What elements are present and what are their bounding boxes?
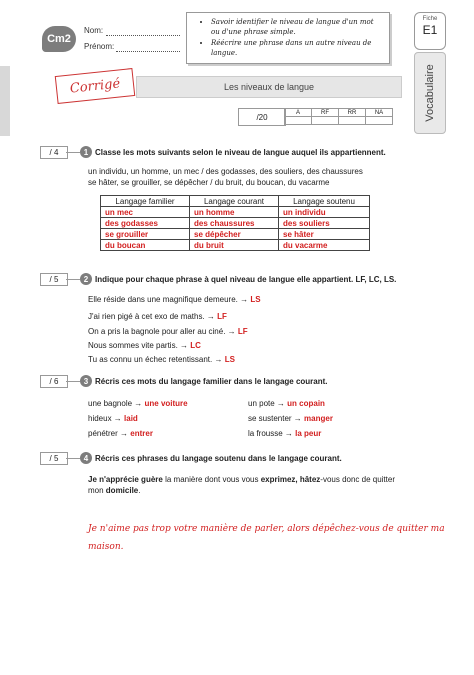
ex3-item bbox=[248, 428, 321, 439]
table-cell: se hâter bbox=[279, 229, 370, 240]
level-badge: Cm2 bbox=[42, 26, 76, 52]
ex4-number: 4 bbox=[80, 452, 92, 464]
eval-cell[interactable] bbox=[366, 117, 393, 125]
eval-header: RF bbox=[312, 109, 339, 117]
goal-item: • Réécrire une phrase dans un autre niveau de langue. bbox=[211, 38, 383, 58]
left-edge-tab bbox=[0, 66, 10, 136]
eval-cell[interactable] bbox=[285, 117, 312, 125]
ex4-handwritten-answer bbox=[88, 520, 448, 556]
goals-box bbox=[186, 12, 390, 64]
table-cell: du vacarme bbox=[279, 240, 370, 251]
ex3-word: se sustenter → bbox=[248, 414, 302, 423]
col-header-familier: Langage familier bbox=[101, 196, 190, 207]
ex4-part: exprimez, hâtez bbox=[260, 475, 321, 484]
name-field[interactable] bbox=[106, 26, 180, 36]
goal-item: • Savoir identifier le niveau de langue d'un mot ou d'une phrase simple. bbox=[211, 17, 383, 37]
ex2-answer: LS bbox=[250, 295, 261, 304]
col-header-courant: Langage courant bbox=[190, 196, 279, 207]
ex3-points: / 6 bbox=[40, 375, 68, 388]
ex2-item bbox=[88, 294, 261, 305]
ex3-answer: entrer bbox=[130, 429, 153, 438]
page-title: Les niveaux de langue bbox=[136, 76, 402, 98]
ex1-number: 1 bbox=[80, 146, 92, 158]
ex3-item bbox=[248, 398, 325, 409]
ex3-answer: laid bbox=[124, 414, 138, 423]
ex4-part: mon bbox=[88, 486, 104, 495]
ex3-instruction: Récris ces mots du langage familier dans le langage courant. bbox=[95, 377, 328, 386]
eval-header: RR bbox=[339, 109, 366, 117]
eval-header: NA bbox=[366, 109, 393, 117]
ex2-instruction: Indique pour chaque phrase à quel niveau de langue elle appartient. LF, LC, LS. bbox=[95, 275, 397, 284]
ex3-connector bbox=[66, 381, 80, 382]
ex4-part: . bbox=[138, 486, 141, 495]
ex2-item bbox=[88, 354, 235, 365]
table-row bbox=[101, 218, 370, 229]
table-cell: un individu bbox=[279, 207, 370, 218]
ex4-part: Je bbox=[88, 475, 97, 484]
col-header-soutenu: Langage soutenu bbox=[279, 196, 370, 207]
ex4-part: domicile bbox=[105, 486, 139, 495]
answer-line: Je n'aime pas trop votre manière de parler, alors dépêchez-vous de quitter ma bbox=[88, 524, 445, 534]
table-cell: un homme bbox=[190, 207, 279, 218]
ex3-item bbox=[88, 398, 188, 409]
ex2-answer: LF bbox=[217, 312, 227, 321]
ex2-sentence: Nous sommes vite partis. → bbox=[88, 341, 189, 350]
ex3-answer: un copain bbox=[287, 399, 325, 408]
ex3-word: la frousse → bbox=[248, 429, 293, 438]
ex3-word: un pote → bbox=[248, 399, 285, 408]
ex1-instruction: Classe les mots suivants selon le niveau de langue auquel ils appartiennent. bbox=[95, 148, 386, 157]
table-cell: du bruit bbox=[190, 240, 279, 251]
table-cell: se grouiller bbox=[101, 229, 190, 240]
table-row bbox=[101, 240, 370, 251]
subject-label: Vocabulaire bbox=[424, 64, 436, 122]
ex3-answer: manger bbox=[304, 414, 333, 423]
eval-cell[interactable] bbox=[339, 117, 366, 125]
ex3-answer: la peur bbox=[295, 429, 322, 438]
ex4-part: -vous donc de quitter bbox=[320, 475, 395, 484]
table-cell: des souliers bbox=[279, 218, 370, 229]
language-table bbox=[100, 195, 370, 251]
ex2-item bbox=[88, 340, 201, 351]
ex2-sentence: Elle réside dans une magnifique demeure. → bbox=[88, 295, 249, 304]
ex3-word: hideux → bbox=[88, 414, 122, 423]
ex4-part: la manière dont vous vous bbox=[165, 475, 259, 484]
ex3-item bbox=[88, 428, 153, 439]
ex1-words-line1: un individu, un homme, un mec / des godasses, des souliers, des chaussures bbox=[88, 167, 363, 176]
ex3-word: une bagnole → bbox=[88, 399, 143, 408]
ex4-instruction: Récris ces phrases du langage soutenu dans le langage courant. bbox=[95, 454, 342, 463]
table-cell: se dépêcher bbox=[190, 229, 279, 240]
fiche-box bbox=[414, 12, 446, 50]
firstname-field[interactable] bbox=[116, 42, 180, 52]
table-row bbox=[101, 207, 370, 218]
ex3-number: 3 bbox=[80, 375, 92, 387]
subject-tab bbox=[414, 52, 446, 134]
answer-line: maison. bbox=[88, 542, 124, 552]
ex2-sentence: J'ai rien pigé à cet exo de maths. → bbox=[88, 312, 215, 321]
total-score: /20 bbox=[238, 108, 286, 126]
ex3-answer: une voiture bbox=[144, 399, 188, 408]
eval-header: A bbox=[285, 109, 312, 117]
ex1-points: / 4 bbox=[40, 146, 68, 159]
table-cell: un mec bbox=[101, 207, 190, 218]
fiche-number: E1 bbox=[422, 23, 438, 37]
ex1-connector bbox=[66, 152, 80, 153]
ex4-part: n'apprécie guère bbox=[99, 475, 163, 484]
evaluation-grid bbox=[284, 108, 393, 125]
table-cell: des chaussures bbox=[190, 218, 279, 229]
name-label: Nom: bbox=[84, 26, 104, 35]
ex2-item bbox=[88, 326, 248, 337]
table-cell: du boucan bbox=[101, 240, 190, 251]
ex2-sentence: Tu as connu un échec retentissant. → bbox=[88, 355, 223, 364]
ex3-item bbox=[248, 413, 333, 424]
firstname-label: Prénom: bbox=[84, 42, 115, 51]
ex1-words-line2: se hâter, se grouiller, se dépêcher / du bruit, du boucan, du vacarme bbox=[88, 178, 330, 187]
ex4-connector bbox=[66, 458, 80, 459]
ex2-connector bbox=[66, 279, 80, 280]
ex2-item bbox=[88, 311, 227, 322]
ex2-number: 2 bbox=[80, 273, 92, 285]
ex4-points: / 5 bbox=[40, 452, 68, 465]
eval-cell[interactable] bbox=[312, 117, 339, 125]
ex2-points: / 5 bbox=[40, 273, 68, 286]
ex2-answer: LS bbox=[224, 355, 235, 364]
ex3-item bbox=[88, 413, 138, 424]
table-cell: des godasses bbox=[101, 218, 190, 229]
ex2-sentence: On a pris la bagnole pour aller au ciné. → bbox=[88, 327, 236, 336]
ex3-word: pénétrer → bbox=[88, 429, 129, 438]
ex2-answer: LF bbox=[237, 327, 248, 336]
ex2-answer: LC bbox=[190, 341, 201, 350]
ex4-sentence bbox=[88, 474, 398, 496]
corrige-stamp: Corrigé bbox=[55, 68, 135, 104]
fiche-label: Fiche bbox=[422, 16, 438, 22]
table-row bbox=[101, 229, 370, 240]
